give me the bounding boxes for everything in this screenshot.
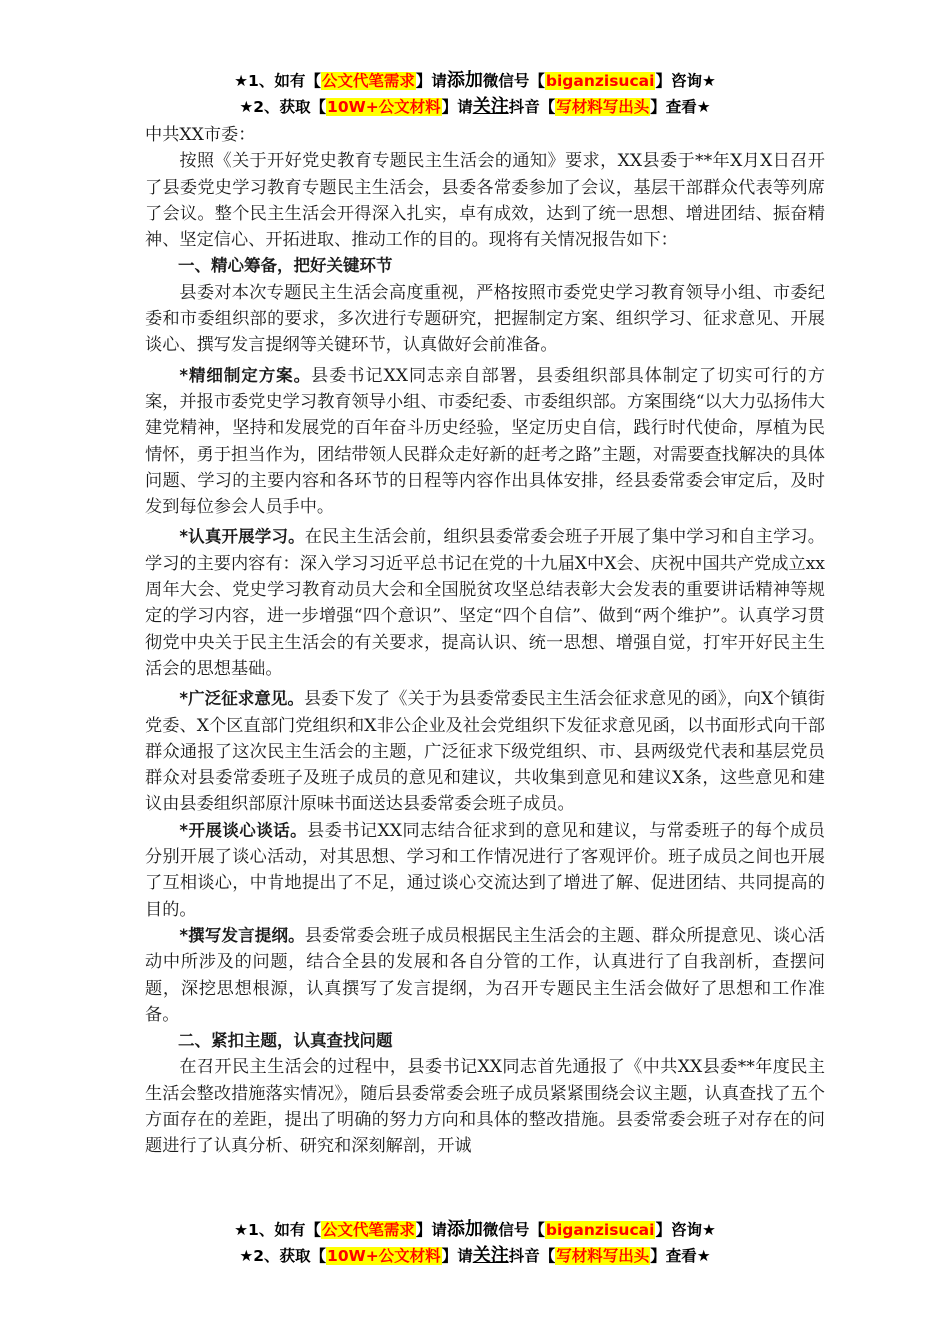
promo-line-top-2: [0, 96, 950, 118]
item-paragraph: [145, 818, 825, 923]
intro-paragraph: 按照《关于开好党史教育专题民主生活会的通知》要求，XX县委于**年X月X日召开了县委党史学习教育专题民主生活会，县委各常委参加了会议，基层干部群众代表等列席了会议。整个民主生活会开得深入扎实，卓有成效，达到了统一思想、增进团结、振奋精神、坚定信心、开拓进取、推动工作的目的。现将有关情况报告如下：: [145, 151, 825, 251]
promo-text: 微信号【: [482, 1221, 545, 1239]
promo-text: 】查看★: [650, 98, 711, 116]
promo-text: 】咨询★: [655, 1221, 716, 1239]
item-paragraph: [145, 363, 825, 521]
promo-text: 】请: [415, 72, 447, 90]
promo-douyin-id: 写材料写出头: [556, 98, 650, 116]
promo-text: ★2、获取【: [239, 98, 327, 116]
section-1-intro: 县委对本次专题民主生活会高度重视，严格按照市委党史学习教育领导小组、市委纪委和市委组织部的要求，多次进行专题研究，把握制定方案、组织学习、征求意见、开展谈心、撰写发言提纲等关键环节，认真做好会前准备。: [145, 282, 825, 356]
promo-text: 抖音【: [508, 98, 556, 116]
promo-text: 抖音【: [508, 1247, 556, 1265]
promo-douyin-id: 写材料写出头: [556, 1247, 650, 1265]
promo-text: 】查看★: [650, 1247, 711, 1265]
item-lead: *广泛征求意见。: [179, 689, 304, 709]
section-1-heading: 一、精心筹备，把好关键环节: [178, 256, 393, 276]
promo-highlight: 10W+公文材料: [327, 98, 441, 116]
section-2-heading: 二、紧扣主题，认真查找问题: [178, 1031, 393, 1051]
item-text: 县委下发了《关于为县委常委民主生活会征求意见的函》，向X个镇街党委、X个区直部门党组织和X非公企业及社会党组织下发征求意见函，以书面形式向干部群众通报了这次民主生活会的主题，广泛征求下级党组织、市、县两级党代表和基层党员群众对县委常委班子及班子成员的意见和建议，共收集到意见和建议X条，这些意见和建议由县委组织部原汁原味书面送达县委常委会班子成员。: [145, 689, 825, 815]
promo-wechat-id: biganzisucai: [545, 1221, 655, 1239]
item-lead: *认真开展学习。: [179, 527, 305, 547]
item-paragraph: [145, 923, 825, 1028]
promo-emphasis: 关注: [472, 96, 509, 117]
promo-highlight: 公文代笔需求: [321, 72, 415, 90]
document-body: [145, 122, 825, 1160]
promo-text: 微信号【: [482, 72, 545, 90]
promo-text: ★1、如有【: [234, 1221, 321, 1239]
item-text: 县委常委会班子成员根据民主生活会的主题、群众所提意见、谈心活动中所涉及的问题，结合全县的发展和各自分管的工作，认真进行了自我剖析，查摆问题，深挖思想根源，认真撰写了发言提纲，为召开专题民主生活会做好了思想和工作准备。: [145, 925, 825, 1025]
item-paragraph: [145, 686, 825, 817]
promo-line-bottom-2: [0, 1245, 950, 1267]
promo-highlight: 公文代笔需求: [321, 1221, 415, 1239]
promo-line-bottom-1: [0, 1219, 950, 1241]
promo-text: 】咨询★: [655, 72, 716, 90]
promo-text: ★1、如有【: [234, 72, 321, 90]
item-lead: *开展谈心谈话。: [179, 820, 308, 840]
promo-emphasis: 关注: [472, 1245, 509, 1266]
promo-text: 】请: [415, 1221, 447, 1239]
promo-text: 】请: [441, 1247, 473, 1265]
promo-highlight: 10W+公文材料: [327, 1247, 441, 1265]
salutation: 中共XX市委：: [145, 125, 256, 145]
promo-emphasis: 添加: [446, 1219, 483, 1240]
item-lead: *撰写发言提纲。: [179, 925, 305, 945]
section-2-paragraph: 在召开民主生活会的过程中，县委书记XX同志首先通报了《中共XX县委**年度民主生活会整改措施落实情况》，随后县委常委会班子成员紧紧围绕会议主题，认真查找了五个方面存在的差距，提出了明确的努力方向和具体的整改措施。县委常委会班子对存在的问题进行了认真分析、研究和深刻解剖，开诚: [145, 1057, 825, 1157]
item-text: 县委书记XX同志结合征求到的意见和建议，与常委班子的每个成员分别开展了谈心活动，对其思想、学习和工作情况进行了客观评价。班子成员之间也开展了互相谈心，中肯地提出了不足，通过谈心交流达到了增进了解、促进团结、共同提高的目的。: [145, 820, 825, 920]
item-lead: *精细制定方案。: [179, 365, 312, 385]
item-text: 县委书记XX同志亲自部署，县委组织部具体制定了切实可行的方案，并报市委党史学习教育领导小组、市委纪委、市委组织部。方案围绕“以大力弘扬伟大建党精神，坚持和发展党的百年奋斗历史经验，坚定历史自信，践行时代使命，厚植为民情怀，勇于担当作为，团结带领人民群众走好新的赶考之路”主题，对需要查找解决的具体问题、学习的主要内容和各环节的日程等内容作出具体安排，经县委常委会审定后，及时发到每位参会人员手中。: [145, 365, 825, 518]
item-text: 在民主生活会前，组织县委常委会班子开展了集中学习和自主学习。学习的主要内容有：深入学习习近平总书记在党的十九届X中X会、庆祝中国共产党成立xx周年大会、党史学习教育动员大会和全国脱贫攻坚总结表彰大会发表的重要讲话精神等规定的学习内容，进一步增强“四个意识”、坚定“四个自信”、做到“两个维护”。认真学习贯彻党中央关于民主生活会的有关要求，提高认识、统一思想、增强自觉，打牢开好民主生活会的思想基础。: [145, 527, 825, 679]
promo-emphasis: 添加: [446, 70, 483, 91]
promo-wechat-id: biganzisucai: [545, 72, 655, 90]
promo-text: ★2、获取【: [239, 1247, 327, 1265]
promo-line-top-1: [0, 70, 950, 92]
item-paragraph: [145, 524, 825, 682]
promo-text: 】请: [441, 98, 473, 116]
